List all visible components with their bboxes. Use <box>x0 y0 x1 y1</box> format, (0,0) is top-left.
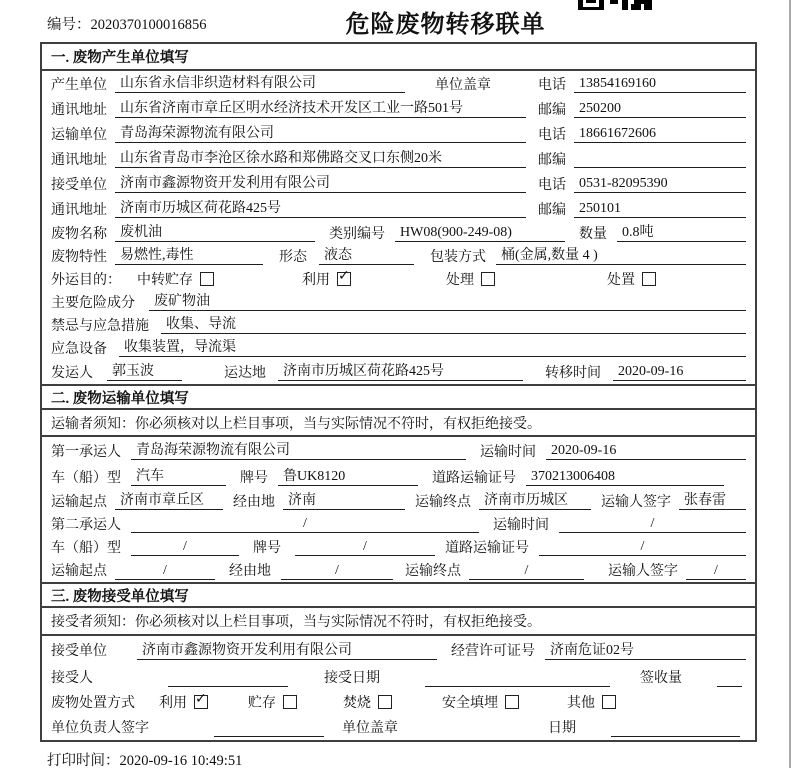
via1-label: 经由地 <box>233 494 275 510</box>
section3-header: 三. 废物接受单位填写 <box>42 582 755 608</box>
purpose-option-label: 利用 <box>302 272 330 288</box>
quantity-label: 数量 <box>579 226 607 242</box>
packaging-label: 包装方式 <box>430 249 486 265</box>
date-value <box>611 718 740 737</box>
category-value: HW08(900-249-08) <box>395 223 565 242</box>
permit-value: 济南危证02号 <box>545 641 746 660</box>
carrier1-value: 青岛海荣源物流有限公司 <box>131 441 466 460</box>
disposal-label: 废物处置方式 <box>51 696 135 711</box>
received-qty-label: 签收量 <box>640 671 682 686</box>
recycle-checkbox <box>337 272 351 286</box>
characteristics-value: 易燃性,毒性 <box>115 246 263 265</box>
disposal-option-recycle <box>159 692 208 712</box>
row-emergency-equipment <box>42 336 755 359</box>
purpose-option-label: 处置 <box>607 272 635 288</box>
row-transporter <box>42 121 755 146</box>
disposal-option-other <box>567 692 616 712</box>
purpose-option-transfer-storage <box>137 269 214 289</box>
disposal-option-label: 贮存 <box>248 696 276 711</box>
consignor-label: 发运人 <box>51 365 93 381</box>
waste-name-value: 废机油 <box>115 223 315 242</box>
disposal-storage-checkbox <box>283 695 297 709</box>
accept-receiver-label: 接受单位 <box>51 644 107 659</box>
disposal-option-storage <box>248 692 297 712</box>
plate1-value: 鲁UK8120 <box>278 467 418 486</box>
row-vehicle2 <box>42 535 755 558</box>
destination-label: 运达地 <box>224 365 266 381</box>
packaging-value: 桶(金属,数量 4 ) <box>496 246 746 265</box>
row-route2 <box>42 558 755 582</box>
time1-label: 运输时间 <box>480 444 536 460</box>
print-time-value: 2020-09-16 10:49:51 <box>119 753 243 769</box>
disposal-checkbox <box>642 272 656 286</box>
row-waste-characteristics <box>42 244 755 267</box>
row-route1 <box>42 489 755 512</box>
zip1-value: 250200 <box>574 99 746 118</box>
section3-notice: 接受者须知：你必须核对以上栏目事项，当与实际情况不符时，有权拒绝接受。 <box>42 608 755 636</box>
vehicle2-value: / <box>131 537 239 556</box>
row-accepter <box>42 664 755 690</box>
carrier2-value: / <box>131 514 479 533</box>
origin2-label: 运输起点 <box>51 564 107 579</box>
end1-value: 济南市历城区 <box>479 491 591 510</box>
destination-value: 济南市历城区荷花路425号 <box>278 362 523 381</box>
disposal-other-checkbox <box>602 695 616 709</box>
accept-receiver-value: 济南市鑫源物资开发利用有限公司 <box>137 641 437 660</box>
vehicle2-label: 车（船）型 <box>51 540 121 556</box>
permit2-value: / <box>539 537 746 556</box>
transfer-date-label: 转移时间 <box>545 365 601 381</box>
manifest-form-table <box>40 42 757 742</box>
permit1-value: 370213006408 <box>526 467 724 486</box>
row-precautions <box>42 313 755 336</box>
end2-label: 运输终点 <box>405 564 461 579</box>
sign2-label: 运输人签字 <box>608 564 678 579</box>
disposal-option-landfill <box>442 692 519 712</box>
print-time-line <box>47 749 242 770</box>
consignor-value: 郭玉波 <box>107 362 182 381</box>
purpose-option-disposal <box>607 269 656 289</box>
disposal-option-label: 利用 <box>159 696 187 711</box>
plate2-value: / <box>295 537 435 556</box>
row-accept-unit <box>42 636 755 664</box>
phone3-label: 电话 <box>538 177 566 193</box>
phone3-value: 0531-82095390 <box>574 174 746 193</box>
disposal-option-label: 焚烧 <box>343 696 371 711</box>
addr1-value: 山东省济南市章丘区明水经济技术开发区工业一路501号 <box>115 99 526 118</box>
page-right-edge <box>789 0 791 768</box>
permit-label: 经营许可证号 <box>451 644 535 659</box>
row-disposal-method <box>42 690 755 714</box>
purpose-option-treatment <box>446 269 495 289</box>
form-value: 液态 <box>319 246 414 265</box>
row-producer <box>42 71 755 96</box>
end1-label: 运输终点 <box>415 494 471 510</box>
addr2-label: 通讯地址 <box>51 152 107 168</box>
row-waste-name <box>42 221 755 244</box>
section2-notice: 运输者须知：你必须核对以上栏目事项，当与实际情况不符时，有权拒绝接受。 <box>42 410 755 437</box>
form-label: 形态 <box>279 249 307 265</box>
phone1-label: 电话 <box>538 77 566 93</box>
purpose-label: 外运目的： <box>51 272 121 288</box>
plate1-label: 牌号 <box>240 470 268 486</box>
row-transfer-purpose <box>42 267 755 290</box>
row-consignor <box>42 359 755 384</box>
addr3-value: 济南市历城区荷花路425号 <box>115 199 526 218</box>
receiver-value: 济南市鑫源物资开发利用有限公司 <box>115 174 526 193</box>
section2-header: 二. 废物运输单位填写 <box>42 384 755 410</box>
row-hazard-components <box>42 290 755 313</box>
plate2-label: 牌号 <box>253 540 281 556</box>
precaution-value: 收集、导流 <box>161 315 746 334</box>
row-first-carrier <box>42 437 755 464</box>
time2-value: / <box>559 514 746 533</box>
zip2-label: 邮编 <box>538 152 566 168</box>
receiver-label: 接受单位 <box>51 177 107 193</box>
treatment-checkbox <box>481 272 495 286</box>
accept-date-value <box>425 668 610 687</box>
disposal-landfill-checkbox <box>505 695 519 709</box>
disposal-recycle-checkbox <box>194 695 208 709</box>
origin2-value: / <box>115 561 215 580</box>
row-second-carrier <box>42 512 755 535</box>
waste-name-label: 废物名称 <box>51 226 107 242</box>
section1-header: 一. 废物产生单位填写 <box>42 44 755 71</box>
responsible-sign-label: 单位负责人签字 <box>51 721 149 736</box>
row-receiver-address <box>42 196 755 221</box>
vehicle1-value: 汽车 <box>131 467 226 486</box>
characteristics-label: 废物特性 <box>51 249 107 265</box>
time1-value: 2020-09-16 <box>546 441 746 460</box>
equipment-value: 收集装置，导流渠 <box>119 338 746 357</box>
accepter-label: 接受人 <box>51 671 93 686</box>
sign2-value: / <box>686 561 746 580</box>
carrier2-label: 第二承运人 <box>51 517 121 533</box>
phone2-label: 电话 <box>538 127 566 143</box>
permit2-label: 道路运输证号 <box>445 540 529 556</box>
zip1-label: 邮编 <box>538 102 566 118</box>
producer-label: 产生单位 <box>51 77 107 93</box>
row-transporter-address <box>42 146 755 171</box>
row-responsible-signature <box>42 714 755 740</box>
unit-seal2-label: 单位盖章 <box>342 721 398 736</box>
addr2-value: 山东省青岛市李沧区徐水路和郑佛路交叉口东侧20米 <box>115 149 526 168</box>
page-title: 危险废物转移联单 <box>345 12 546 38</box>
purpose-option-label: 处理 <box>446 272 474 288</box>
addr3-label: 通讯地址 <box>51 202 107 218</box>
row-vehicle1 <box>42 464 755 489</box>
quantity-value: 0.8吨 <box>617 223 746 242</box>
row-producer-address <box>42 96 755 121</box>
via2-value: / <box>281 561 393 580</box>
purpose-option-label: 中转贮存 <box>137 272 193 288</box>
received-qty-value <box>717 668 742 687</box>
sign1-value: 张春雷 <box>679 491 746 510</box>
transporter-value: 青岛海荣源物流有限公司 <box>115 124 526 143</box>
serial-label: 编号： <box>47 17 91 33</box>
origin1-label: 运输起点 <box>51 494 107 510</box>
unit-seal-label: 单位盖章 <box>435 77 491 93</box>
transfer-date-value: 2020-09-16 <box>613 362 746 381</box>
accept-date-label: 接受日期 <box>324 671 380 686</box>
origin1-value: 济南市章丘区 <box>115 491 223 510</box>
transfer-storage-checkbox <box>200 272 214 286</box>
end2-value: / <box>469 561 584 580</box>
disposal-option-label: 其他 <box>567 696 595 711</box>
disposal-option-label: 安全填埋 <box>442 696 498 711</box>
print-time-label: 打印时间： <box>47 753 120 769</box>
precaution-label: 禁忌与应急措施 <box>51 318 149 334</box>
time2-label: 运输时间 <box>493 517 549 533</box>
responsible-sign-value <box>214 718 324 737</box>
via1-value: 济南 <box>283 491 405 510</box>
disposal-incineration-checkbox <box>378 695 392 709</box>
zip3-value: 250101 <box>574 199 746 218</box>
addr1-label: 通讯地址 <box>51 102 107 118</box>
disposal-option-incineration <box>343 692 392 712</box>
category-label: 类别编号 <box>329 226 385 242</box>
hazard-label: 主要危险成分 <box>51 295 135 311</box>
hazard-value: 废矿物油 <box>149 292 746 311</box>
accepter-value <box>168 668 288 687</box>
sign1-label: 运输人签字 <box>601 494 671 510</box>
date-label: 日期 <box>548 721 576 736</box>
carrier1-label: 第一承运人 <box>51 444 121 460</box>
transporter-label: 运输单位 <box>51 127 107 143</box>
purpose-option-recycle <box>302 269 351 289</box>
producer-value: 山东省永信非织造材料有限公司 <box>115 74 405 93</box>
zip3-label: 邮编 <box>538 202 566 218</box>
equipment-label: 应急设备 <box>51 341 107 357</box>
zip2-value <box>574 149 746 168</box>
serial-number: 2020370100016856 <box>90 17 207 33</box>
phone2-value: 18661672606 <box>574 124 746 143</box>
vehicle1-label: 车（船）型 <box>51 470 121 486</box>
row-receiver <box>42 171 755 196</box>
via2-label: 经由地 <box>229 564 271 579</box>
permit1-label: 道路运输证号 <box>432 470 516 486</box>
phone1-value: 13854169160 <box>574 74 746 93</box>
